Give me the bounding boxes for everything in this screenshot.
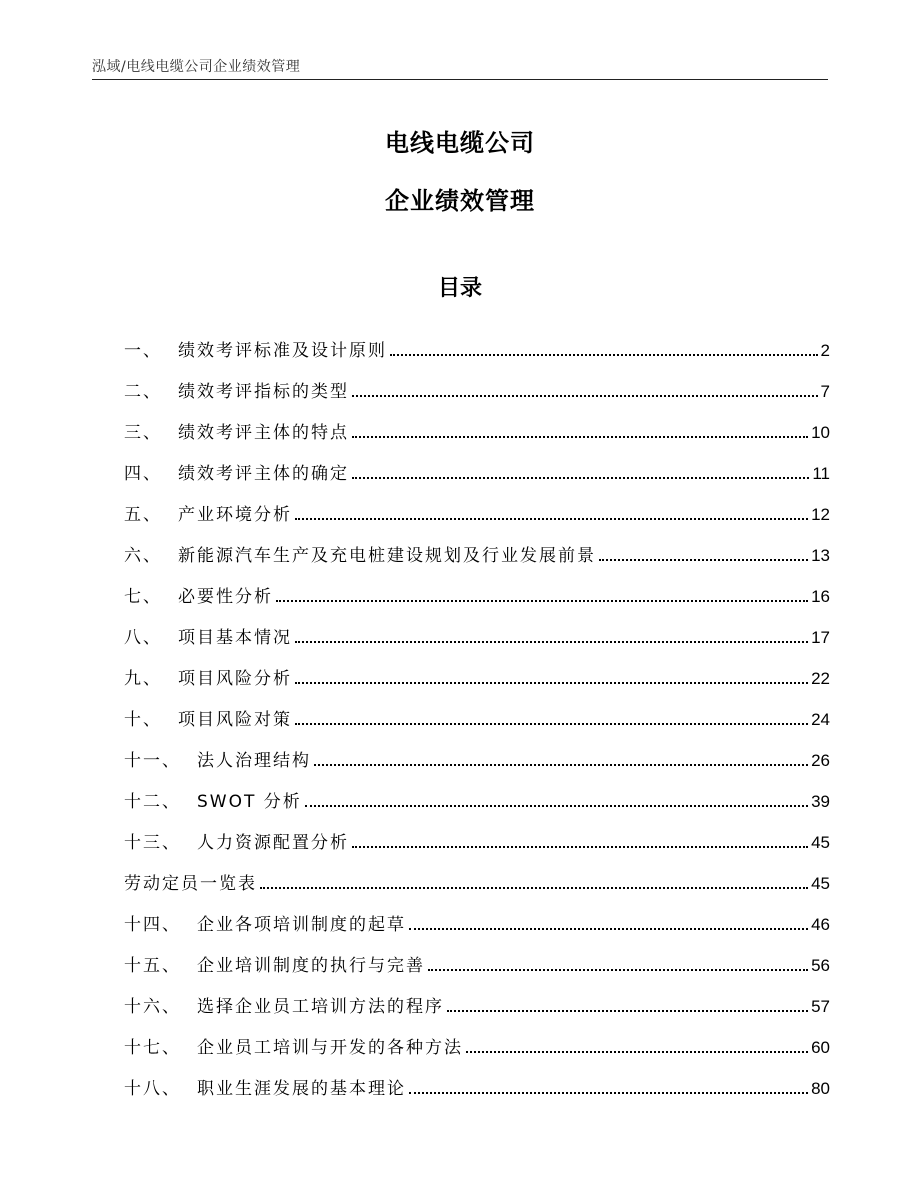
toc-dot-leader — [352, 846, 808, 848]
toc-heading: 目录 — [437, 276, 482, 301]
toc-entry-label: 企业培训制度的执行与完善 — [197, 956, 425, 976]
toc-entry-page-number: 17 — [811, 628, 830, 647]
toc-entry-label: 项目基本情况 — [178, 628, 292, 648]
toc-dot-leader — [409, 928, 808, 930]
toc-entry-label: 项目风险分析 — [178, 669, 292, 689]
toc-entry-label: 绩效考评主体的确定 — [178, 464, 349, 484]
toc-entry-page-number: 45 — [811, 833, 830, 852]
toc-entry[interactable] — [124, 361, 830, 402]
toc-dot-leader — [390, 354, 818, 356]
toc-entry-separator: 、 — [143, 628, 162, 648]
toc-entry[interactable] — [124, 525, 830, 566]
toc-dot-leader — [352, 436, 808, 438]
toc-entry-label: 企业员工培训与开发的各种方法 — [197, 1038, 463, 1058]
toc-entry-separator: 、 — [162, 1079, 181, 1099]
toc-entry-number: 十四 — [124, 915, 162, 935]
running-header: 泓域/电线电缆公司企业绩效管理 — [92, 59, 301, 75]
toc-entry[interactable] — [124, 894, 830, 935]
table-of-contents — [124, 320, 830, 1099]
toc-dot-leader — [352, 395, 818, 397]
toc-entry[interactable] — [124, 853, 830, 894]
toc-entry-separator: 、 — [162, 915, 181, 935]
toc-entry-label: 职业生涯发展的基本理论 — [197, 1079, 406, 1099]
document-title-line1: 电线电缆公司 — [385, 129, 535, 157]
toc-entry[interactable] — [124, 648, 830, 689]
toc-entry-number: 十五 — [124, 956, 162, 976]
toc-entry-page-number: 24 — [811, 710, 830, 729]
toc-entry-page-number: 7 — [820, 382, 830, 401]
toc-entry-page-number: 39 — [811, 792, 830, 811]
toc-entry-separator: 、 — [143, 382, 162, 402]
toc-entry-separator: 、 — [143, 341, 162, 361]
toc-entry[interactable] — [124, 443, 830, 484]
toc-dot-leader — [447, 1010, 808, 1012]
toc-entry-page-number: 80 — [811, 1079, 830, 1098]
toc-entry-separator: 、 — [143, 464, 162, 484]
toc-entry[interactable] — [124, 1058, 830, 1099]
toc-entry-separator: 、 — [143, 669, 162, 689]
toc-entry-page-number: 57 — [811, 997, 830, 1016]
toc-entry-separator: 、 — [162, 751, 181, 771]
toc-dot-leader — [466, 1051, 808, 1053]
toc-entry-label: 劳动定员一览表 — [124, 874, 257, 894]
toc-entry-label: 绩效考评指标的类型 — [178, 382, 349, 402]
toc-dot-leader — [295, 518, 808, 520]
toc-dot-leader — [314, 764, 808, 766]
toc-entry[interactable] — [124, 812, 830, 853]
toc-entry-number: 四 — [124, 464, 143, 484]
toc-entry-label: 绩效考评主体的特点 — [178, 423, 349, 443]
toc-dot-leader — [352, 477, 809, 479]
toc-entry-separator: 、 — [143, 505, 162, 525]
toc-dot-leader — [295, 641, 808, 643]
toc-entry-separator: 、 — [143, 423, 162, 443]
toc-dot-leader — [305, 805, 808, 807]
toc-entry-label: SWOT 分析 — [197, 792, 302, 812]
toc-dot-leader — [276, 600, 808, 602]
toc-entry[interactable] — [124, 1017, 830, 1058]
toc-entry-label: 人力资源配置分析 — [197, 833, 349, 853]
toc-entry-number: 六 — [124, 546, 143, 566]
toc-entry-page-number: 16 — [811, 587, 830, 606]
toc-entry-page-number: 2 — [820, 341, 830, 360]
toc-entry-label: 选择企业员工培训方法的程序 — [197, 997, 444, 1017]
toc-entry[interactable] — [124, 566, 830, 607]
toc-entry-separator: 、 — [162, 792, 181, 812]
toc-dot-leader — [599, 559, 808, 561]
toc-entry-page-number: 45 — [811, 874, 830, 893]
toc-entry-separator: 、 — [143, 546, 162, 566]
toc-entry-page-number: 46 — [811, 915, 830, 934]
toc-entry[interactable] — [124, 771, 830, 812]
toc-entry-label: 项目风险对策 — [178, 710, 292, 730]
toc-entry-page-number: 26 — [811, 751, 830, 770]
toc-entry-number: 九 — [124, 669, 143, 689]
toc-entry-number: 五 — [124, 505, 143, 525]
toc-entry-number: 十一 — [124, 751, 162, 771]
toc-entry-separator: 、 — [143, 710, 162, 730]
toc-entry-separator: 、 — [162, 1038, 181, 1058]
toc-entry[interactable] — [124, 320, 830, 361]
toc-entry-number: 十八 — [124, 1079, 162, 1099]
toc-entry[interactable] — [124, 402, 830, 443]
toc-entry-separator: 、 — [162, 956, 181, 976]
toc-entry-label: 必要性分析 — [178, 587, 273, 607]
toc-entry-number: 十七 — [124, 1038, 162, 1058]
toc-entry-label: 产业环境分析 — [178, 505, 292, 525]
toc-entry-page-number: 22 — [811, 669, 830, 688]
toc-dot-leader — [295, 723, 808, 725]
toc-entry[interactable] — [124, 484, 830, 525]
toc-entry-number: 十 — [124, 710, 143, 730]
toc-dot-leader — [409, 1092, 808, 1094]
toc-entry[interactable] — [124, 976, 830, 1017]
toc-entry-label: 企业各项培训制度的起草 — [197, 915, 406, 935]
toc-entry-page-number: 60 — [811, 1038, 830, 1057]
toc-entry-number: 八 — [124, 628, 143, 648]
toc-entry-number: 一 — [124, 341, 143, 361]
toc-entry-page-number: 10 — [811, 423, 830, 442]
toc-entry-page-number: 12 — [811, 505, 830, 524]
toc-entry-label: 新能源汽车生产及充电桩建设规划及行业发展前景 — [178, 546, 596, 566]
toc-entry-separator: 、 — [162, 833, 181, 853]
toc-dot-leader — [260, 887, 808, 889]
toc-entry[interactable] — [124, 607, 830, 648]
toc-entry-number: 十二 — [124, 792, 162, 812]
toc-dot-leader — [295, 682, 808, 684]
toc-entry-separator: 、 — [143, 587, 162, 607]
document-title-line2: 企业绩效管理 — [385, 187, 535, 215]
toc-entry-number: 十六 — [124, 997, 162, 1017]
toc-entry-label: 法人治理结构 — [197, 751, 311, 771]
toc-entry-number: 二 — [124, 382, 143, 402]
toc-dot-leader — [428, 969, 808, 971]
toc-entry-separator: 、 — [162, 997, 181, 1017]
toc-entry-page-number: 13 — [811, 546, 830, 565]
toc-entry-number: 十三 — [124, 833, 162, 853]
toc-entry[interactable] — [124, 730, 830, 771]
toc-entry-label: 绩效考评标准及设计原则 — [178, 341, 387, 361]
toc-entry[interactable] — [124, 689, 830, 730]
toc-entry[interactable] — [124, 935, 830, 976]
toc-entry-page-number: 11 — [812, 464, 830, 483]
header-divider — [92, 79, 828, 80]
toc-entry-number: 三 — [124, 423, 143, 443]
toc-entry-page-number: 56 — [811, 956, 830, 975]
toc-entry-number: 七 — [124, 587, 143, 607]
